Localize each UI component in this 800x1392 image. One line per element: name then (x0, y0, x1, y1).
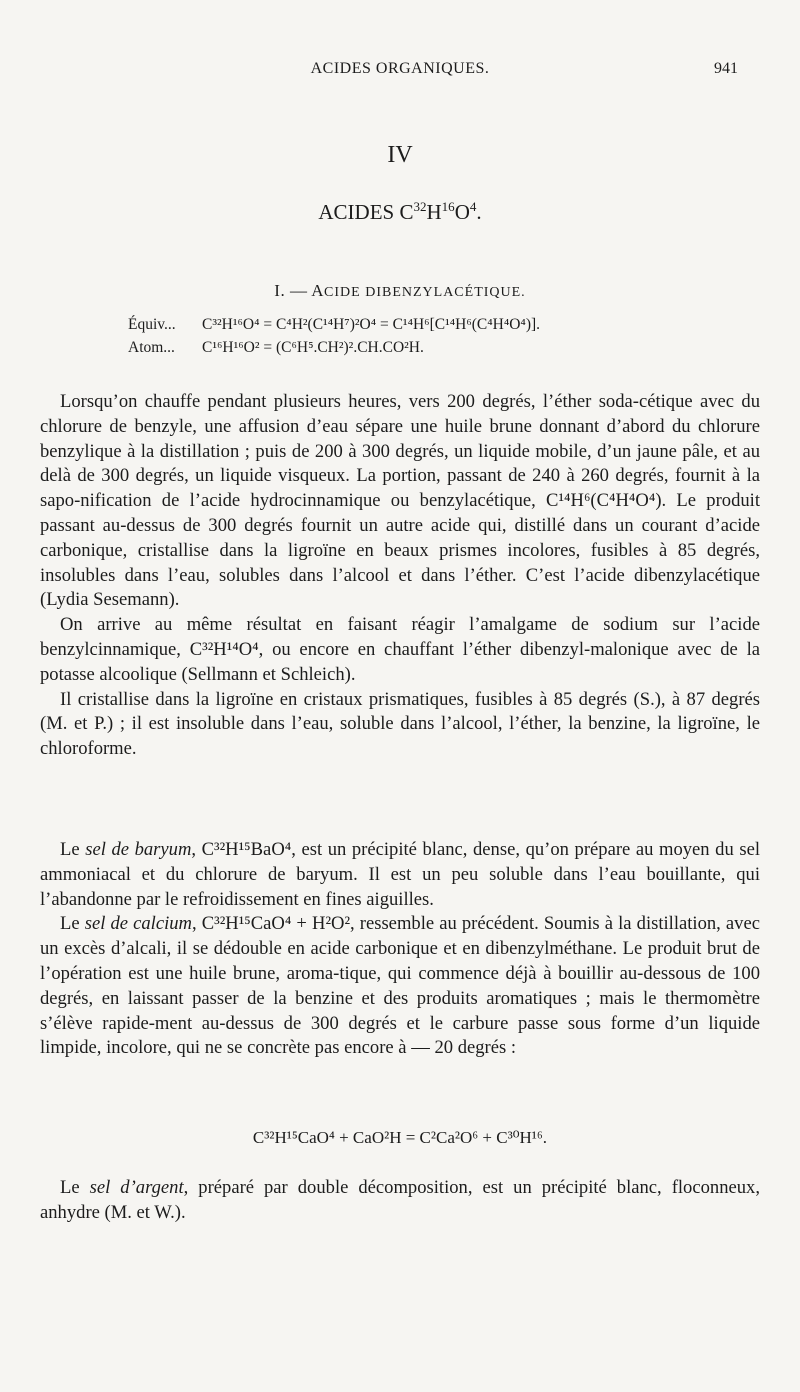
paragraph-5: Le sel de calcium, C³²H¹⁵CaO⁴ + H²O², ressemble au précédent. Soumis à la distillation, avec un excès d’alcali, il se dédouble en acide carbonique et en dibenzylméthane. Le produit brut de l’opération est une huile brune, aroma-tique, qui commence déjà à bouillir au-dessous de 100 degrés, en laissant passer de la benzine et des produits aromatiques ; mais le thermomètre s’élève rapide-ment au-dessus de 300 degrés et le carbure passe sous forme d’un liquide limpide, incolore, qui ne se concrète pas encore à — 20 degrés : (40, 913, 760, 1059)
body-block-1 (40, 390, 760, 762)
atom-formula (128, 339, 424, 357)
body-block-2 (40, 838, 760, 1061)
subsection-title: I. — ACIDE DIBENZYLACÉTIQUE. (274, 281, 526, 300)
equiv-label: Équiv... (128, 316, 176, 333)
reaction-equation: C³²H¹⁵CaO⁴ + CaO²H = C²Ca²O⁶ + C³⁰H¹⁶. (252, 1128, 548, 1147)
paragraph-4: Le sel de baryum, C³²H¹⁵BaO⁴, est un précipité blanc, dense, qu’on prépare au moyen du sel ammoniacal et du chlorure de baryum. Il est un peu soluble dans l’eau bouillante, qui l’abandonne par le refroidissement en fines aiguilles. (40, 839, 761, 910)
body-block-3 (40, 1176, 760, 1226)
atom-label: Atom... (128, 339, 175, 356)
paragraph-3: Il cristallise dans la ligroïne en cristaux prismatiques, fusibles à 85 degrés (S.), à 87 degrés (M. et P.) ; il est insoluble dans l’eau, soluble dans l’alcool, l’éther, la benzine, la ligroïne, le chloroforme. (40, 688, 760, 760)
paragraph-2: On arrive au même résultat en faisant réagir l’amalgame de sodium sur l’acide benzylcinnamique, C³²H¹⁴O⁴, ou encore en chauffant l’éther dibenzyl-malonique avec de la potasse alcoolique (Sellmann et Schleich). (40, 614, 760, 685)
running-header (0, 60, 800, 86)
section-number: IV (387, 142, 413, 168)
page-number: 941 (714, 60, 738, 77)
section-title: ACIDES $C^{32}H^{16}O^4$. (318, 199, 482, 224)
atom-text: C¹⁶H¹⁶O² = (C⁶H⁵.CH²)².CH.CO²H. (202, 339, 424, 356)
equiv-formula (128, 316, 540, 334)
paragraph-6: Le sel d’argent, préparé par double décomposition, est un précipité blanc, floconneux, anhydre (M. et W.). (40, 1177, 760, 1223)
paragraph-1: Lorsqu’on chauffe pendant plusieurs heures, vers 200 degrés, l’éther soda-cétique avec du chlorure de benzyle, une affusion d’eau sépare une huile brune donnant d’abord du chlorure benzylique à la distillation ; puis de 200 à 300 degrés, un liquide mobile, d’un jaune pâle, et au delà de 300 degrés, un liquide visqueux. La portion, passant de 240 à 260 degrés, fournit à la sapo-nification de l’acide hydrocinnamique ou benzylacétique, C¹⁴H⁶(C⁴H⁴O⁴). Le produit passant au-dessus de 300 degrés fournit un autre acide qui, distillé dans un courant d’acide carbonique, cristallise dans la ligroïne en beaux prismes incolores, fusibles à 85 degrés, insolubles dans l’eau, solubles dans l’alcool et dans l’éther. C’est l’acide dibenzylacétique (Lydia Sesemann). (40, 391, 760, 611)
equiv-text: C³²H¹⁶O⁴ = C⁴H²(C¹⁴H⁷)²O⁴ = C¹⁴H⁶[C¹⁴H⁶(C⁴H⁴O⁴)]. (202, 316, 541, 333)
running-title: ACIDES ORGANIQUES. (310, 60, 490, 77)
